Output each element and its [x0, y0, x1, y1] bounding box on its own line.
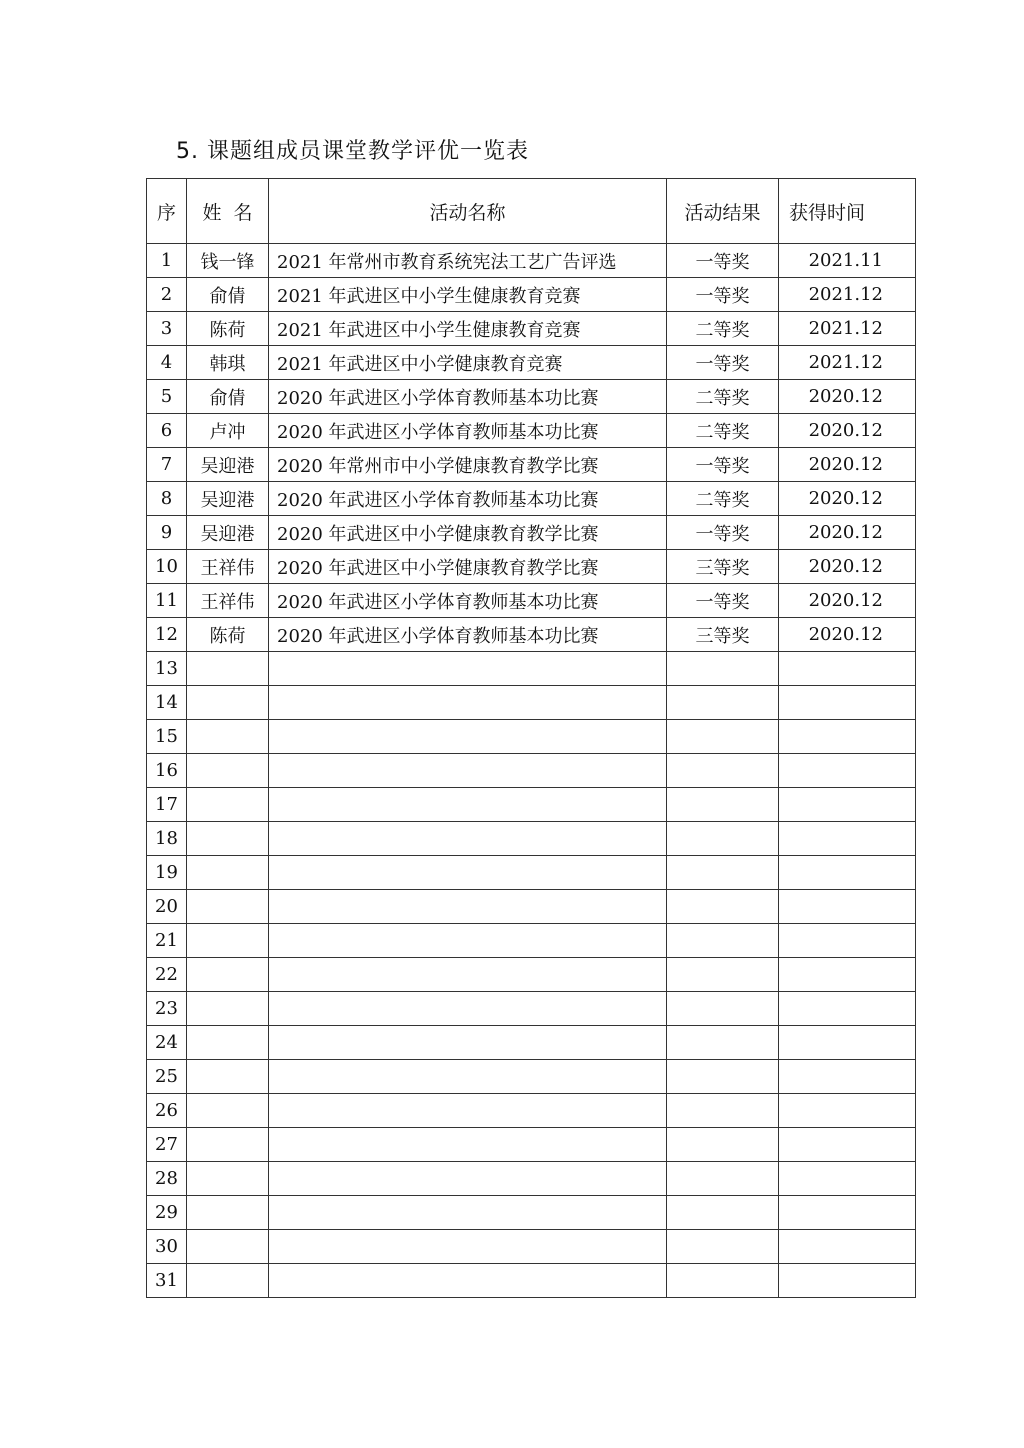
cell-activity	[269, 1060, 667, 1094]
cell-activity	[269, 652, 667, 686]
cell-seq: 29	[147, 1196, 187, 1230]
cell-result: 三等奖	[667, 550, 779, 584]
table-row	[147, 618, 916, 652]
cell-seq: 5	[147, 380, 187, 414]
cell-date	[779, 1196, 916, 1230]
cell-date: 2020.12	[779, 618, 916, 652]
cell-date	[779, 992, 916, 1026]
cell-activity: 2021 年武进区中小学健康教育竞赛	[269, 346, 667, 380]
table-row	[147, 1162, 916, 1196]
table-row	[147, 856, 916, 890]
cell-name: 俞倩	[187, 278, 269, 312]
cell-seq: 11	[147, 584, 187, 618]
cell-activity	[269, 1026, 667, 1060]
table-row	[147, 414, 916, 448]
table-row	[147, 686, 916, 720]
cell-name: 钱一锋	[187, 244, 269, 278]
table-row	[147, 992, 916, 1026]
cell-name	[187, 822, 269, 856]
cell-seq: 20	[147, 890, 187, 924]
cell-date: 2020.12	[779, 448, 916, 482]
cell-result: 一等奖	[667, 516, 779, 550]
cell-seq: 15	[147, 720, 187, 754]
table-row	[147, 754, 916, 788]
cell-date	[779, 1094, 916, 1128]
cell-result	[667, 686, 779, 720]
cell-name	[187, 1264, 269, 1298]
cell-result	[667, 822, 779, 856]
cell-activity: 2020 年武进区小学体育教师基本功比赛	[269, 380, 667, 414]
cell-result	[667, 652, 779, 686]
cell-name	[187, 1094, 269, 1128]
cell-name	[187, 686, 269, 720]
cell-result: 一等奖	[667, 584, 779, 618]
cell-seq: 17	[147, 788, 187, 822]
cell-result: 一等奖	[667, 278, 779, 312]
cell-seq: 16	[147, 754, 187, 788]
cell-date	[779, 1128, 916, 1162]
cell-name: 卢冲	[187, 414, 269, 448]
table-row	[147, 1264, 916, 1298]
table-row	[147, 1060, 916, 1094]
cell-activity	[269, 958, 667, 992]
table-row	[147, 890, 916, 924]
cell-seq: 30	[147, 1230, 187, 1264]
cell-activity	[269, 992, 667, 1026]
cell-activity	[269, 1230, 667, 1264]
table-row	[147, 720, 916, 754]
cell-activity	[269, 686, 667, 720]
cell-name: 吴迎港	[187, 448, 269, 482]
cell-activity	[269, 720, 667, 754]
cell-date: 2021.12	[779, 312, 916, 346]
cell-seq: 10	[147, 550, 187, 584]
cell-seq: 25	[147, 1060, 187, 1094]
table-row	[147, 1230, 916, 1264]
cell-name	[187, 1196, 269, 1230]
cell-date	[779, 1026, 916, 1060]
cell-date	[779, 1162, 916, 1196]
cell-result: 二等奖	[667, 380, 779, 414]
cell-seq: 2	[147, 278, 187, 312]
cell-seq: 24	[147, 1026, 187, 1060]
cell-name: 吴迎港	[187, 482, 269, 516]
cell-result	[667, 1026, 779, 1060]
cell-result	[667, 788, 779, 822]
cell-result: 一等奖	[667, 244, 779, 278]
cell-activity: 2021 年常州市教育系统宪法工艺广告评选	[269, 244, 667, 278]
table-row	[147, 448, 916, 482]
cell-date	[779, 822, 916, 856]
table-row	[147, 244, 916, 278]
cell-activity	[269, 856, 667, 890]
cell-name	[187, 924, 269, 958]
cell-date: 2021.12	[779, 346, 916, 380]
cell-name	[187, 1230, 269, 1264]
table-row	[147, 584, 916, 618]
cell-name	[187, 788, 269, 822]
cell-result: 三等奖	[667, 618, 779, 652]
cell-result	[667, 1094, 779, 1128]
cell-result	[667, 958, 779, 992]
cell-date: 2020.12	[779, 550, 916, 584]
cell-result	[667, 1196, 779, 1230]
table-row	[147, 516, 916, 550]
cell-result: 一等奖	[667, 448, 779, 482]
header-seq: 序	[147, 179, 187, 244]
cell-result	[667, 1230, 779, 1264]
cell-activity	[269, 890, 667, 924]
cell-result	[667, 1060, 779, 1094]
cell-name: 吴迎港	[187, 516, 269, 550]
cell-date	[779, 686, 916, 720]
cell-result: 二等奖	[667, 312, 779, 346]
cell-activity: 2021 年武进区中小学生健康教育竞赛	[269, 278, 667, 312]
cell-activity	[269, 1128, 667, 1162]
table-row	[147, 312, 916, 346]
cell-seq: 14	[147, 686, 187, 720]
cell-seq: 12	[147, 618, 187, 652]
cell-seq: 27	[147, 1128, 187, 1162]
cell-seq: 21	[147, 924, 187, 958]
cell-date	[779, 720, 916, 754]
table-header-row	[147, 179, 916, 244]
cell-seq: 26	[147, 1094, 187, 1128]
cell-date: 2020.12	[779, 380, 916, 414]
cell-result: 二等奖	[667, 482, 779, 516]
cell-seq: 22	[147, 958, 187, 992]
cell-name	[187, 856, 269, 890]
cell-name	[187, 720, 269, 754]
cell-name: 陈荷	[187, 312, 269, 346]
cell-date: 2020.12	[779, 482, 916, 516]
cell-activity: 2021 年武进区中小学生健康教育竞赛	[269, 312, 667, 346]
table-row	[147, 652, 916, 686]
cell-date	[779, 924, 916, 958]
cell-seq: 9	[147, 516, 187, 550]
table-row	[147, 278, 916, 312]
cell-result: 二等奖	[667, 414, 779, 448]
cell-seq: 8	[147, 482, 187, 516]
cell-name	[187, 958, 269, 992]
cell-activity	[269, 754, 667, 788]
cell-activity: 2020 年武进区小学体育教师基本功比赛	[269, 482, 667, 516]
table-row	[147, 958, 916, 992]
cell-name	[187, 754, 269, 788]
document-title: 5. 课题组成员课堂教学评优一览表	[176, 139, 529, 164]
cell-activity	[269, 924, 667, 958]
cell-activity	[269, 1094, 667, 1128]
cell-seq: 28	[147, 1162, 187, 1196]
cell-result	[667, 992, 779, 1026]
table-row	[147, 346, 916, 380]
cell-name	[187, 992, 269, 1026]
cell-seq: 6	[147, 414, 187, 448]
cell-date	[779, 890, 916, 924]
table-row	[147, 380, 916, 414]
cell-date	[779, 1060, 916, 1094]
cell-name: 王祥伟	[187, 584, 269, 618]
cell-seq: 31	[147, 1264, 187, 1298]
table-row	[147, 1128, 916, 1162]
cell-activity	[269, 1264, 667, 1298]
cell-seq: 7	[147, 448, 187, 482]
cell-activity	[269, 1196, 667, 1230]
cell-activity	[269, 788, 667, 822]
cell-seq: 23	[147, 992, 187, 1026]
cell-name	[187, 652, 269, 686]
header-date: 获得时间	[779, 179, 916, 244]
cell-date	[779, 1230, 916, 1264]
cell-activity: 2020 年武进区小学体育教师基本功比赛	[269, 618, 667, 652]
table-row	[147, 1094, 916, 1128]
cell-seq: 18	[147, 822, 187, 856]
cell-activity	[269, 1162, 667, 1196]
cell-seq: 4	[147, 346, 187, 380]
cell-result	[667, 1264, 779, 1298]
cell-activity: 2020 年武进区中小学健康教育教学比赛	[269, 516, 667, 550]
header-name: 姓 名	[187, 179, 269, 244]
cell-date	[779, 958, 916, 992]
cell-seq: 13	[147, 652, 187, 686]
cell-activity: 2020 年武进区小学体育教师基本功比赛	[269, 414, 667, 448]
cell-date: 2020.12	[779, 516, 916, 550]
header-result: 活动结果	[667, 179, 779, 244]
cell-date	[779, 788, 916, 822]
awards-table	[146, 178, 916, 1298]
cell-name	[187, 1060, 269, 1094]
cell-activity: 2020 年武进区小学体育教师基本功比赛	[269, 584, 667, 618]
cell-activity: 2020 年常州市中小学健康教育教学比赛	[269, 448, 667, 482]
table-row	[147, 788, 916, 822]
cell-result	[667, 720, 779, 754]
table-row	[147, 550, 916, 584]
cell-result	[667, 924, 779, 958]
cell-result	[667, 1162, 779, 1196]
cell-seq: 1	[147, 244, 187, 278]
cell-date: 2020.12	[779, 414, 916, 448]
cell-result: 一等奖	[667, 346, 779, 380]
cell-date	[779, 856, 916, 890]
table-row	[147, 822, 916, 856]
cell-activity: 2020 年武进区中小学健康教育教学比赛	[269, 550, 667, 584]
cell-seq: 19	[147, 856, 187, 890]
cell-name	[187, 1026, 269, 1060]
cell-date: 2020.12	[779, 584, 916, 618]
cell-result	[667, 754, 779, 788]
cell-name: 陈荷	[187, 618, 269, 652]
cell-date: 2021.12	[779, 278, 916, 312]
cell-activity	[269, 822, 667, 856]
table-row	[147, 1196, 916, 1230]
table-body	[147, 244, 916, 1298]
table-row	[147, 924, 916, 958]
cell-date	[779, 1264, 916, 1298]
cell-date	[779, 754, 916, 788]
table-row	[147, 482, 916, 516]
cell-result	[667, 890, 779, 924]
cell-name: 王祥伟	[187, 550, 269, 584]
cell-name	[187, 1128, 269, 1162]
cell-date: 2021.11	[779, 244, 916, 278]
cell-name	[187, 890, 269, 924]
cell-result	[667, 856, 779, 890]
table-row	[147, 1026, 916, 1060]
cell-seq: 3	[147, 312, 187, 346]
cell-name: 韩琪	[187, 346, 269, 380]
cell-result	[667, 1128, 779, 1162]
cell-name: 俞倩	[187, 380, 269, 414]
cell-date	[779, 652, 916, 686]
header-activity: 活动名称	[269, 179, 667, 244]
cell-name	[187, 1162, 269, 1196]
